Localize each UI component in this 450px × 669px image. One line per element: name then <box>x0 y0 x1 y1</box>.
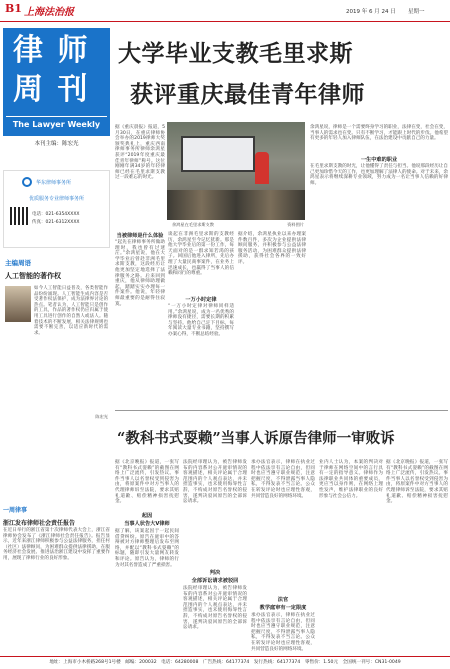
story1-intro: 据《重庆晨报》报道，5月30日，在重庆律师协会举办的2019律师大奖颁奖典礼上，重庆西南律师事务所律师余鸿星获评“2019年度重庆最佳青年律师”称号。这位刚刚年满34岁的年轻律师已经在毛里求斯支教过一段难忘的时光。 <box>115 125 165 181</box>
ad-box <box>3 170 110 248</box>
column-editor: 本刊主编：陈宏光 <box>3 136 110 153</box>
teacher-figure <box>255 152 269 184</box>
news-title: 浙江发布律师社会责任报告 <box>3 520 76 527</box>
photo-credit: 资料图片 <box>287 222 304 227</box>
headline-2: “教科书式耍赖”当事人诉原告律师一审败诉 <box>117 430 395 447</box>
headline-line-2: 获评重庆最佳青年律师 <box>130 81 365 108</box>
column-title-2: 周 刊 <box>13 72 90 107</box>
story2-para-3b: 法院经审理认为，被告律师发布的内容系对公开庭审情况的客观描述，相关评论属于合理范围内的个人观点表达，并未捏造事实，也未使用侮辱性言辞，不构成对原告名誉权的侵害，遂判决驳回原告的全部诉讼请求。 <box>183 586 247 631</box>
ad-slogan: 优质服务专业律师事务所 <box>28 196 84 202</box>
law-firm-logo <box>22 177 32 187</box>
ad-phone-1: 电话：021-6354XXXX <box>32 212 80 217</box>
news-tag: 一周律事 <box>3 507 28 514</box>
story2-para-2: 据了解，该案起因于一起民间借贷纠纷。原告在庭审中的答辩被对方律师整理后发布至网络，并配以“教科书式耍赖”的标题，随即引发大量网友转发和评论。原告认为，律师的行为对其名誉造成了严重损害。 <box>115 529 179 568</box>
qr-code <box>10 207 28 225</box>
story1-body-2: 谈起在非洲毛里求斯的支教经历，余鸿星至今记忆犹新。那是他大学毕业后的第一份工作，每天面对的是一群求知若渴的孩子。回国后他进入律所，先后办理了大量民商事案件，在业务上迅速成长，也赢得了当事人的信赖和同行的尊重。 <box>168 232 234 277</box>
editor-box-author: 陈宏光 <box>95 414 108 419</box>
masthead <box>0 0 450 22</box>
story1-subhead-2: 一万小时定律 <box>185 297 217 303</box>
story2-para-4b: 承办法官表示，律师在执业过程中依法享有言论自由，但同时也应当遵守职业规范，注意把握尺度，不得泄露当事人隐私，不得发表不当言论。公众在转发评论时也应理性客观，共同营造良好的网络环境。 <box>251 613 315 652</box>
headline-line-1: 大学毕业支教毛里求斯 <box>118 40 353 67</box>
story2-subhead-5: 法官 <box>277 597 289 603</box>
paper-name: 上海法治报 <box>24 7 74 18</box>
story2-para-4: 承办法官表示，律师在执业过程中依法享有言论自由，但同时也应当遵守职业规范，注意把握尺度，不得泄露当事人隐私，不得发表不当言论。公众在转发评论时也应理性客观，共同营造良好的网络环境。 <box>251 460 315 499</box>
footer: 地址：上海市小木桥路268号1号楼 邮编：200032 电话：64280008 广告热线：64177374 发行热线：64177374 零售价：1.50元 全国统一刊号：CN31-0049 <box>0 656 450 668</box>
story1-body-3: “一万小时定律对律师同样适用。”余鸿星说，成为一名优秀的律师没有捷径，需要长期的积累与坚持。他给自己定下目标，每年阅读大量专业书籍，坚持撰写办案心得，不断总结经验。 <box>168 304 234 337</box>
column-banner <box>3 28 110 153</box>
page-number: B1 <box>5 2 22 15</box>
editor-box-title: 主编周语 <box>5 259 31 267</box>
story1-body-5: 余鸿星说，律师是一个需要终身学习的职业，法律在变，社会在变，当事人的需求也在变。只有不断学习，才能跟上时代的步伐。他希望有更多的年轻人加入律师队伍，在法治建设中贡献自己的力量。 <box>310 125 448 142</box>
editor-box-text: 如今人工智能日益普及，各类智能作品纷纷涌现。人工智能生成内容是否受著作权法保护，成为法律界讨论的热点。笔者认为，人工智能只是创作的工具，作品的著作权仍应归属于使用工具进行创作的自然人或法人。随着技术的不断发展，相关法律规则也需要不断完善，以适应新时代的需求。 <box>34 286 108 336</box>
story2-para-6: 据《北京晚报》报道，一张写有“教科书式耍赖”的截图在网络上广泛流传，引发热议。事件当事人以名誉权受到侵害为由，将原案件中对方当事人的代理律师诉至法院，要求其赔礼道歉、赔偿精神损害抚慰金。 <box>386 460 448 505</box>
story2-subhead-1: 起因 <box>141 513 153 519</box>
column-title-en: The Lawyer Weekly <box>6 116 107 129</box>
story1-subhead-3: 一生中难的职业 <box>360 157 398 163</box>
photo-caption: 余鸿星在毛里求斯支教 <box>172 222 214 227</box>
story2-subhead-2: 当事人状告大V律师 <box>124 521 170 527</box>
ad-phone-2: 传真：021-6312XXXX <box>32 220 80 225</box>
story1-body-4: 据介绍，余鸿星执业以来办理案件数百件，多次为企业提供法律顾问服务，并积极参与公益法律服务活动，为困难群众提供法律援助，获得社会各界的一致好评。 <box>238 232 306 265</box>
story2-subhead-4: 全部诉讼请求被驳回 <box>191 578 239 584</box>
story2-subhead-6: 教学庭审有一定限度 <box>259 605 307 611</box>
story2-para-3: 法院经审理认为，被告律师发布的内容系对公开庭审情况的客观描述，相关评论属于合理范围内的个人观点表达，并未捏造事实，也未使用侮辱性言辞，不构成对原告名誉权的侵害，遂判决驳回原告的全部诉讼请求。 <box>183 460 247 505</box>
classroom-photo <box>167 122 305 220</box>
news-text: 在近日举行的浙江省第十次律师代表大会上，浙江省律师协会发布了《浙江律师社会责任报告》。报告显示，近年来浙江律师积极参与公益法律服务，担任村（社区）法律顾问，为困难群众提供法律援助，在服务经济社会发展、推进法治浙江建设中发挥了重要作用，展现了律师行业的良好形象。 <box>3 528 110 561</box>
story2-subhead-3: 判决 <box>209 570 221 576</box>
editor-box-subtitle: 人工智能的著作权 <box>5 272 61 280</box>
whiteboard <box>181 136 255 172</box>
story2-para-5: 业内人士认为，本案的判决对于律师在网络空间中的言行具有一定的指导意义。律师作为法律职业共同体的重要成员，更应当以身作则，在网络上理性发声，维护法律职业的良好形象与社会公信力。 <box>319 460 383 499</box>
editor-avatar <box>5 286 31 322</box>
students-row <box>167 190 305 220</box>
section-divider <box>115 410 448 411</box>
story1-subhead-1: 当被律师是什么体验 <box>116 233 164 239</box>
story1-body-6: 在毛里求斯支教的时光，让他懂得了责任与担当。他说那段经历让自己更加珍惜今天的工作，也更加理解了法律人的使命。对于未来，余鸿星表示将继续深耕专业领域，努力成为一名让当事人信赖的好律师。 <box>310 164 448 186</box>
weekday: 星期一 <box>408 9 425 15</box>
story1-body-1: “起先在律师事务所做助理时，我也曾有过迷茫。”余鸿星说，他在大学毕业后曾赴非洲毛里求斯支教，这段经历让他更加坚定地选择了法律服务之路。后来回到重庆，他从律师助理做起，踏踏实实办理每一件案件。他说，年轻律师最重要的是耐得住寂寞。 <box>115 240 165 307</box>
story2-para-1: 据《北京晚报》报道，一张写有“教科书式耍赖”的截图在网络上广泛流传，引发热议。事件当事人以名誉权受到侵害为由，将原案件中对方当事人的代理律师诉至法院，要求其赔礼道歉、赔偿精神损害抚慰金。 <box>115 460 179 505</box>
issue-date: 2019 年 6 月 24 日 <box>346 9 396 15</box>
ad-logo-text: 华东律师事务所 <box>36 180 72 186</box>
column-title-1: 律 师 <box>13 33 90 68</box>
editor-box <box>3 256 110 426</box>
